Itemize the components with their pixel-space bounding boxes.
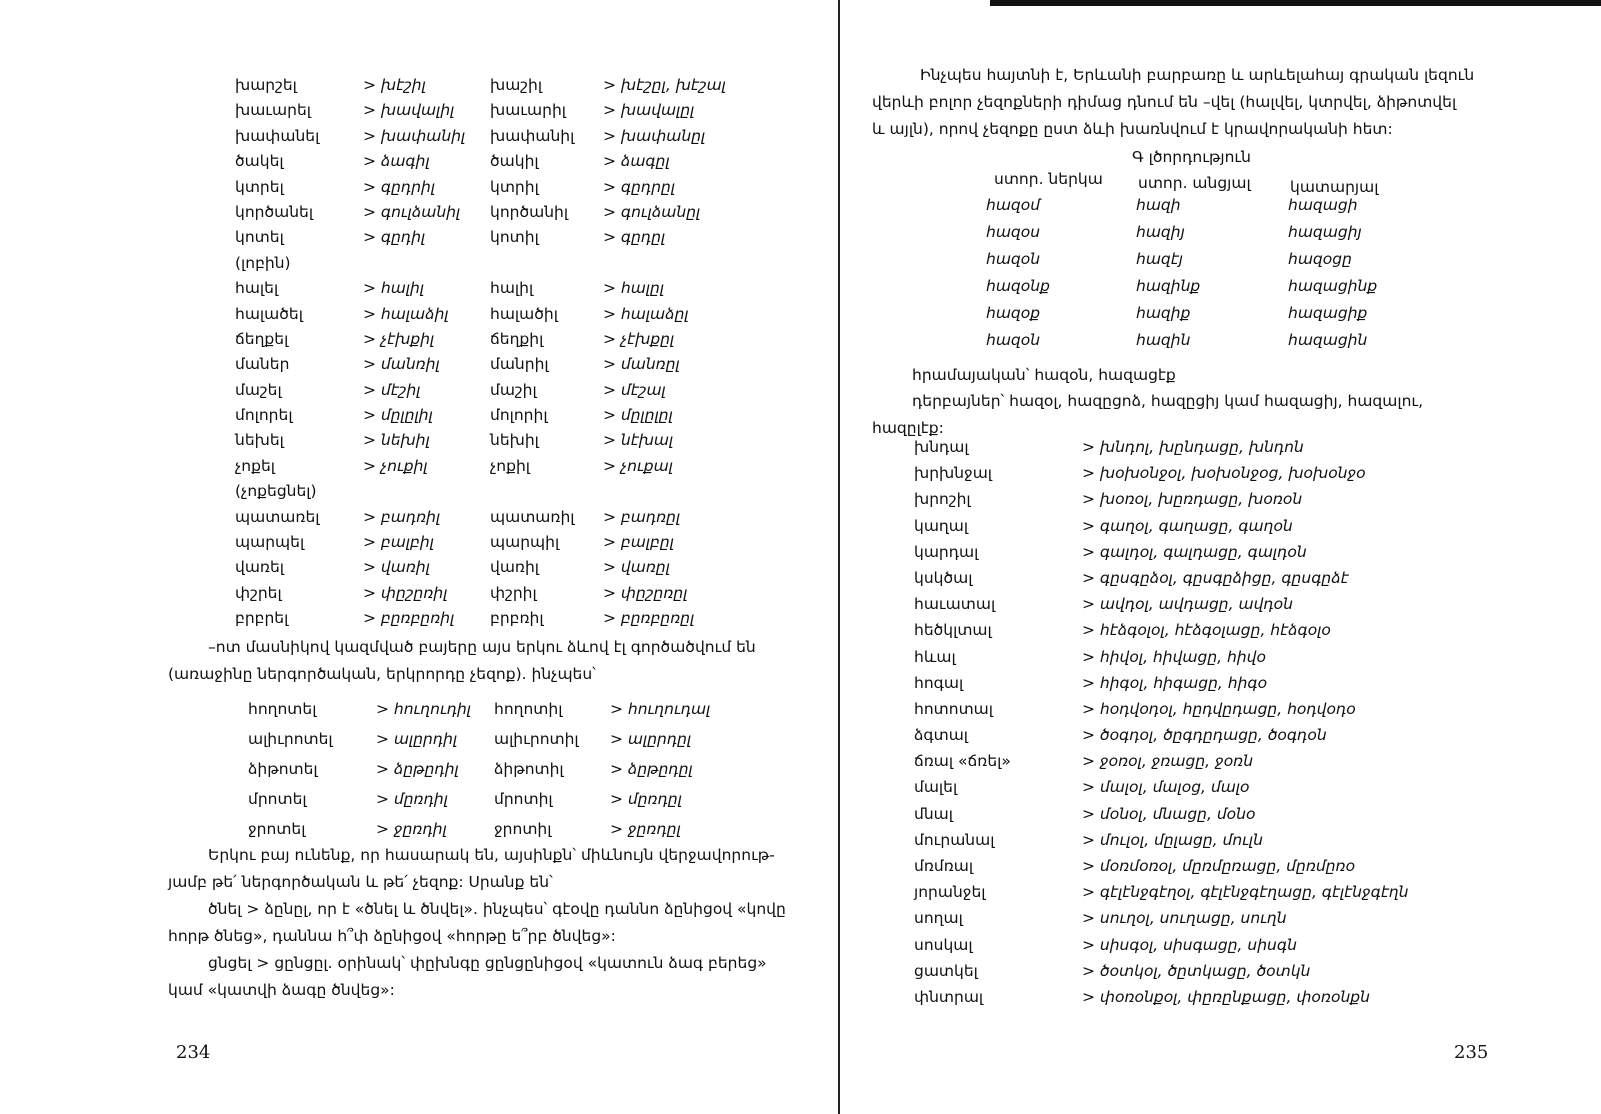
paragraph-two-verbs bbox=[168, 842, 786, 1004]
table-cell: > մօռմօռօլ, մըռմըռացը, մըռմըռօ bbox=[1082, 857, 1356, 875]
table-cell: (չոքեցնել) bbox=[235, 482, 317, 501]
table-cell: > խափանիլ bbox=[363, 126, 466, 145]
table-cell: բրբռիլ bbox=[490, 609, 544, 628]
table-cell: խնդալ bbox=[914, 438, 969, 456]
table-title: Գ լծորդություն bbox=[1132, 148, 1251, 166]
table-header: ստոր. անցյալ bbox=[1138, 174, 1251, 192]
table-cell: > ծօտկօլ, ծըտկացը, ծօտկն bbox=[1082, 961, 1311, 980]
table-cell: նեխել bbox=[235, 431, 284, 450]
table-row bbox=[986, 331, 1456, 358]
page-number: 234 bbox=[176, 1042, 211, 1063]
verb-table-2 bbox=[248, 700, 808, 850]
table-cell: մաշել bbox=[235, 380, 282, 399]
table-cell: > գըդրիլ bbox=[363, 177, 436, 196]
table-cell: > բալբիլ bbox=[363, 533, 434, 552]
table-cell: ձիթոտիլ bbox=[494, 760, 564, 778]
table-cell: չոքել bbox=[235, 456, 275, 475]
table-cell: կոտիլ bbox=[490, 228, 539, 247]
table-cell: ձիթոտել bbox=[248, 760, 318, 778]
table-cell: հազօն bbox=[986, 331, 1041, 349]
table-cell: հազիյ bbox=[1136, 223, 1185, 241]
table-cell: > հուղուդիլ bbox=[376, 700, 471, 718]
participles-paragraph bbox=[872, 388, 1423, 442]
table-cell: հողոտել bbox=[248, 700, 317, 718]
table-cell: > հալաձըլ bbox=[603, 304, 689, 323]
text-line: հրամայական՝ հազօն, հազացէք bbox=[912, 366, 1176, 384]
table-cell: հաւատալ bbox=[914, 595, 996, 614]
table-cell: > գուլձանըլ bbox=[603, 202, 701, 221]
table-cell: > բալբըլ bbox=[603, 533, 674, 552]
table-cell: սոսկալ bbox=[914, 935, 973, 954]
table-cell: > բադռիլ bbox=[363, 507, 441, 526]
table-row bbox=[986, 223, 1456, 250]
table-cell: > վառըլ bbox=[603, 558, 670, 577]
table-row bbox=[914, 752, 1594, 778]
table-cell: հազի bbox=[1136, 196, 1181, 214]
table-row bbox=[235, 584, 795, 609]
table-row bbox=[235, 178, 795, 203]
table-cell: > բըռբըռըլ bbox=[603, 609, 695, 628]
table-cell: > հօդվօդօլ, հըդվըդացը, հօդվօդօ bbox=[1082, 699, 1356, 718]
table-cell: մնալ bbox=[914, 804, 953, 823]
table-cell: հալել bbox=[235, 279, 279, 298]
table-cell: > փըշըռիլ bbox=[363, 583, 448, 602]
table-row bbox=[235, 203, 795, 228]
table-cell: ջրոտել bbox=[248, 820, 306, 838]
table-cell: ճռալ «ճռել» bbox=[914, 752, 1011, 771]
table-cell: հողոտիլ bbox=[494, 700, 563, 718]
table-cell: պարպիլ bbox=[490, 533, 560, 552]
verb-table-3 bbox=[914, 438, 1594, 1014]
table-cell: փշրիլ bbox=[490, 583, 537, 602]
table-row bbox=[914, 778, 1594, 804]
table-row bbox=[914, 517, 1594, 543]
table-cell: կարդալ bbox=[914, 542, 979, 561]
table-row bbox=[914, 490, 1594, 516]
conjugation-table bbox=[986, 196, 1456, 358]
table-cell: կոտել bbox=[235, 228, 284, 247]
text-line: հորթ ծնեց», դաննա հ՞փ ձընիցօվ «հորթը ե՞րբ ծնվեց»: bbox=[168, 927, 616, 945]
table-cell: մրոտիլ bbox=[494, 790, 553, 808]
table-cell: ճեղքել bbox=[235, 329, 289, 348]
text-line: հազըլէք: bbox=[872, 419, 944, 437]
table-cell: սողալ bbox=[914, 909, 963, 928]
table-cell: > խափանըլ bbox=[603, 126, 706, 145]
table-cell: հազօս bbox=[986, 223, 1041, 241]
table-cell: ձգտալ bbox=[914, 726, 969, 745]
table-cell: > նէխալ bbox=[603, 431, 674, 450]
table-cell: > ձագըլ bbox=[603, 152, 670, 171]
text-line: դերբայներ՝ հազօլ, հազըցոձ, հազըցիյ կամ հազացիյ, հազալու, bbox=[912, 392, 1424, 410]
table-row bbox=[986, 277, 1456, 304]
table-cell: մուրանալ bbox=[914, 830, 995, 849]
table-cell: կործանիլ bbox=[490, 202, 569, 221]
table-cell: > մըռդըլ bbox=[610, 790, 682, 808]
table-cell: > խէշիլ bbox=[363, 76, 426, 94]
table-row bbox=[235, 330, 795, 355]
table-cell: հազացիք bbox=[1288, 304, 1368, 322]
table-cell: > խավալըլ bbox=[603, 101, 695, 120]
table-cell: > ալըրդիլ bbox=[376, 730, 458, 748]
table-cell: > սիսգօլ, սիսգացը, սիսգն bbox=[1082, 935, 1297, 954]
table-row bbox=[914, 543, 1594, 569]
table-cell: յորանջել bbox=[914, 883, 986, 902]
table-cell: ալիւրոտել bbox=[248, 730, 333, 748]
table-row bbox=[914, 700, 1594, 726]
table-cell: > հալըլ bbox=[603, 279, 665, 298]
table-cell: > գըդըլ bbox=[603, 228, 666, 247]
table-cell: պատառել bbox=[235, 507, 320, 526]
table-row bbox=[248, 790, 808, 820]
table-cell: > ձըթըդըլ bbox=[610, 760, 693, 778]
table-cell: հազիք bbox=[1136, 304, 1191, 322]
table-row bbox=[914, 648, 1594, 674]
table-cell: > մալօլ, մալօց, մալօ bbox=[1082, 778, 1250, 797]
table-cell: > ձագիլ bbox=[363, 152, 430, 171]
table-cell: հազէյ bbox=[1136, 250, 1184, 268]
table-cell: ցատկել bbox=[914, 961, 978, 980]
table-cell: > փըշըռըլ bbox=[603, 583, 688, 602]
table-cell: վառիլ bbox=[490, 558, 540, 577]
table-cell: > հիգօլ, հիգացը, հիգօ bbox=[1082, 673, 1268, 692]
table-cell: խարշել bbox=[235, 76, 297, 94]
table-cell: նեխիլ bbox=[490, 431, 539, 450]
table-row bbox=[235, 76, 795, 101]
table-row bbox=[235, 508, 795, 533]
table-row bbox=[235, 533, 795, 558]
table-cell: > չուքալ bbox=[603, 456, 673, 475]
table-cell: > մէշալ bbox=[603, 380, 666, 399]
table-cell: մռմռալ bbox=[914, 857, 974, 875]
table-cell: > հուղուդալ bbox=[610, 700, 711, 718]
table-cell: > խօռօլ, խըռդացը, խօռօն bbox=[1082, 490, 1303, 509]
table-cell: մրոտել bbox=[248, 790, 307, 808]
table-row bbox=[986, 196, 1456, 223]
table-row bbox=[235, 305, 795, 330]
table-cell: > բըռբըռիլ bbox=[363, 609, 455, 628]
table-row bbox=[235, 558, 795, 583]
table-row bbox=[986, 304, 1456, 331]
table-cell: > հիվօլ, հիվացը, հիվօ bbox=[1082, 647, 1266, 666]
text-line: և այլն), որով չեզոքը ըստ ձևի խառնվում է կրավորականի հետ: bbox=[872, 120, 1393, 138]
table-cell: կտրել bbox=[235, 177, 284, 196]
table-cell: խաշիլ bbox=[490, 76, 543, 94]
table-cell: հոգալ bbox=[914, 673, 964, 692]
table-row bbox=[248, 730, 808, 760]
table-cell: > մուլօլ, մըլացը, մուլն bbox=[1082, 830, 1263, 849]
table-row bbox=[914, 962, 1594, 988]
table-row bbox=[914, 438, 1594, 464]
table-row bbox=[248, 700, 808, 730]
table-row bbox=[235, 254, 795, 279]
text-line: Երկու բայ ունենք, որ հասարակ են, այսինքն՝ միևնույն վերջավորութ- bbox=[208, 846, 775, 864]
text-line: կամ «կատվի ձագը ծնվեց»: bbox=[168, 981, 395, 999]
table-cell: > գուլձանիլ bbox=[363, 202, 461, 221]
table-cell: հևալ bbox=[914, 647, 956, 666]
table-cell: խրոշիլ bbox=[914, 490, 971, 509]
table-cell: հեծկլտալ bbox=[914, 621, 992, 640]
table-cell: > մանռիլ bbox=[363, 355, 440, 374]
table-cell: > գըսգըձօլ, գըսգըձիցը, գըսգըձէ bbox=[1082, 568, 1349, 587]
table-row bbox=[235, 431, 795, 456]
table-cell: խափանել bbox=[235, 126, 320, 145]
table-cell: > մըլըլըլ bbox=[603, 406, 673, 425]
page-number: 235 bbox=[1454, 1042, 1489, 1063]
table-cell: հազօն bbox=[986, 250, 1041, 268]
table-row bbox=[986, 250, 1456, 277]
table-row bbox=[235, 228, 795, 253]
table-cell: ծակել bbox=[235, 152, 284, 171]
table-cell: մոլորիլ bbox=[490, 406, 548, 425]
table-cell: կաղալ bbox=[914, 516, 969, 535]
table-cell: > գըդրըլ bbox=[603, 177, 676, 196]
table-row bbox=[235, 152, 795, 177]
table-cell: հոտոտալ bbox=[914, 699, 993, 718]
table-row bbox=[235, 406, 795, 431]
table-cell: > մանռըլ bbox=[603, 355, 680, 374]
table-cell: > խավալիլ bbox=[363, 101, 455, 120]
table-cell: հազօմ bbox=[986, 196, 1041, 214]
table-cell: > ձըթըդիլ bbox=[376, 760, 459, 778]
table-cell: > ալըրդըլ bbox=[610, 730, 692, 748]
table-cell: > ջօռօլ, ջռացը, ջօռն bbox=[1082, 752, 1254, 771]
table-cell: > գալդօլ, գալդացը, գալդօն bbox=[1082, 542, 1307, 561]
table-cell: ճեղքիլ bbox=[490, 329, 544, 348]
table-row bbox=[235, 609, 795, 634]
table-cell: խաւարիլ bbox=[490, 101, 566, 120]
table-cell: > հալաձիլ bbox=[363, 304, 449, 323]
table-cell: կտրիլ bbox=[490, 177, 539, 196]
table-cell: մաշիլ bbox=[490, 380, 537, 399]
table-cell: հազօք bbox=[986, 304, 1041, 322]
table-row bbox=[914, 831, 1594, 857]
table-cell: հազինք bbox=[1136, 277, 1201, 295]
table-cell: > չէխքըլ bbox=[603, 329, 675, 348]
table-cell: > խօխօնջօլ, խօխօնջօց, խօխօնջօ bbox=[1082, 464, 1366, 483]
table-cell: > գէլէնջգէղօլ, գէլէնջգէղացը, գէլէնջգէղն bbox=[1082, 883, 1409, 902]
text-line: (առաջինը ներգործական, երկրորդը չեզոք). ինչպես՝ bbox=[168, 665, 596, 683]
table-cell: կործանել bbox=[235, 202, 314, 221]
table-cell: մոլորել bbox=[235, 406, 293, 425]
text-line: վերևի բոլոր չեզոքների դիմաց դնում են –վել (հալվել, կտրվել, ձիթոտվել bbox=[872, 93, 1457, 111]
table-cell: > մէշիլ bbox=[363, 380, 421, 399]
table-cell: փնտրալ bbox=[914, 987, 984, 1006]
right-page bbox=[842, 0, 1601, 1114]
table-cell: > մօնօլ, մնացը, մօնօ bbox=[1082, 804, 1256, 823]
table-cell: խրխնջալ bbox=[914, 464, 993, 483]
table-cell: > վառիլ bbox=[363, 558, 430, 577]
table-row bbox=[914, 909, 1594, 935]
table-cell: > գըդիլ bbox=[363, 228, 426, 247]
table-row bbox=[235, 279, 795, 304]
table-row bbox=[248, 760, 808, 790]
paragraph-intro bbox=[872, 62, 1474, 143]
table-cell: հազօնք bbox=[986, 277, 1050, 295]
table-cell: հազացինք bbox=[1288, 277, 1378, 295]
table-cell: > նեխիլ bbox=[363, 431, 430, 450]
table-cell: > հէձգօլօլ, հէձգօլացը, հէձգօլօ bbox=[1082, 621, 1331, 640]
table-cell: կսկծալ bbox=[914, 568, 973, 587]
table-cell: մաներ bbox=[235, 355, 290, 374]
table-cell: > գաղօլ, գաղացը, գաղօն bbox=[1082, 516, 1293, 535]
table-cell: բրբրել bbox=[235, 609, 289, 628]
table-row bbox=[235, 127, 795, 152]
table-header: կատարյալ bbox=[1290, 178, 1379, 196]
table-cell: > չուքիլ bbox=[363, 456, 428, 475]
table-cell: խափանիլ bbox=[490, 126, 575, 145]
table-cell: > ջըռդիլ bbox=[376, 820, 447, 838]
table-cell: > խէշըլ, խէշալ bbox=[603, 76, 726, 94]
text-line: յամբ թե՛ ներգործական և թե՛ չեզոք: Սրանք են՝ bbox=[168, 873, 553, 891]
table-cell: հալիլ bbox=[490, 279, 534, 298]
table-row bbox=[235, 457, 795, 482]
imperative-line bbox=[882, 362, 1176, 389]
table-cell: փշրել bbox=[235, 583, 282, 602]
table-cell: > ծօգդօլ, ծըգդըդացը, ծօգդօն bbox=[1082, 726, 1327, 745]
table-row bbox=[235, 381, 795, 406]
table-cell: > ջըռդըլ bbox=[610, 820, 681, 838]
table-cell: > բադռըլ bbox=[603, 507, 681, 526]
table-cell: հազացիյ bbox=[1288, 223, 1362, 241]
table-cell: > սուղօլ, սուղացը, սուղն bbox=[1082, 909, 1287, 928]
table-cell: > մըլըլիլ bbox=[363, 406, 433, 425]
table-row bbox=[235, 355, 795, 380]
text-line: ցնցել > ցընցըլ. օրինակ՝ փըխնգը ցընցընիցօվ «կատուն ձագ բերեց» bbox=[208, 954, 767, 972]
table-cell: > ավդօլ, ավդացը, ավդօն bbox=[1082, 595, 1293, 614]
table-row bbox=[914, 857, 1594, 883]
table-cell: ծակիլ bbox=[490, 152, 539, 171]
table-cell: (լոբին) bbox=[235, 253, 291, 272]
paragraph-ot-suffix bbox=[168, 634, 756, 688]
table-cell: > հալիլ bbox=[363, 279, 425, 298]
table-row bbox=[914, 988, 1594, 1014]
table-cell: > մըռդիլ bbox=[376, 790, 448, 808]
table-row bbox=[235, 482, 795, 507]
table-cell: հալածել bbox=[235, 304, 303, 323]
table-cell: չոքիլ bbox=[490, 456, 530, 475]
table-row bbox=[914, 936, 1594, 962]
table-cell: ալիւրոտիլ bbox=[494, 730, 579, 748]
verb-table-1 bbox=[235, 76, 795, 635]
text-line: Ինչպես հայտնի է, Երևանի բարբառը և արևելահայ գրական լեզուն bbox=[920, 66, 1475, 84]
table-cell: մալել bbox=[914, 778, 958, 797]
table-cell: > խնդոլ, խընդացը, խնդոն bbox=[1082, 438, 1304, 456]
book-gutter bbox=[838, 0, 840, 1114]
table-cell: հազօցը bbox=[1288, 250, 1352, 268]
table-row bbox=[914, 621, 1594, 647]
table-cell: հալածիլ bbox=[490, 304, 558, 323]
table-cell: պարպել bbox=[235, 533, 305, 552]
table-cell: > չէխքիլ bbox=[363, 329, 435, 348]
table-row bbox=[914, 805, 1594, 831]
table-row bbox=[914, 595, 1594, 621]
table-row bbox=[914, 464, 1594, 490]
table-cell: հազացի bbox=[1288, 196, 1358, 214]
table-cell: վառել bbox=[235, 558, 285, 577]
table-cell: ջրոտիլ bbox=[494, 820, 552, 838]
text-line: –ոտ մասնիկով կազմված բայերը այս երկու ձևով էլ գործածվում են bbox=[208, 638, 756, 656]
table-row bbox=[914, 883, 1594, 909]
table-cell: հազացին bbox=[1288, 331, 1368, 349]
table-header: ստոր. ներկա bbox=[994, 170, 1103, 188]
table-cell: խաւարել bbox=[235, 101, 311, 120]
table-cell: մանրիլ bbox=[490, 355, 549, 374]
table-row bbox=[914, 726, 1594, 752]
table-cell: պատառիլ bbox=[490, 507, 575, 526]
table-row bbox=[914, 569, 1594, 595]
table-row bbox=[914, 674, 1594, 700]
table-cell: > փօռօնքօլ, փըռընքացը, փօռօնքն bbox=[1082, 987, 1370, 1006]
table-cell: հազին bbox=[1136, 331, 1191, 349]
text-line: ծնել > ձընըլ, որ է «ծնել և ծնվել». ինչպես՝ գէօվը դաննո ձընիցօվ «կովը bbox=[208, 900, 786, 918]
table-row bbox=[235, 101, 795, 126]
